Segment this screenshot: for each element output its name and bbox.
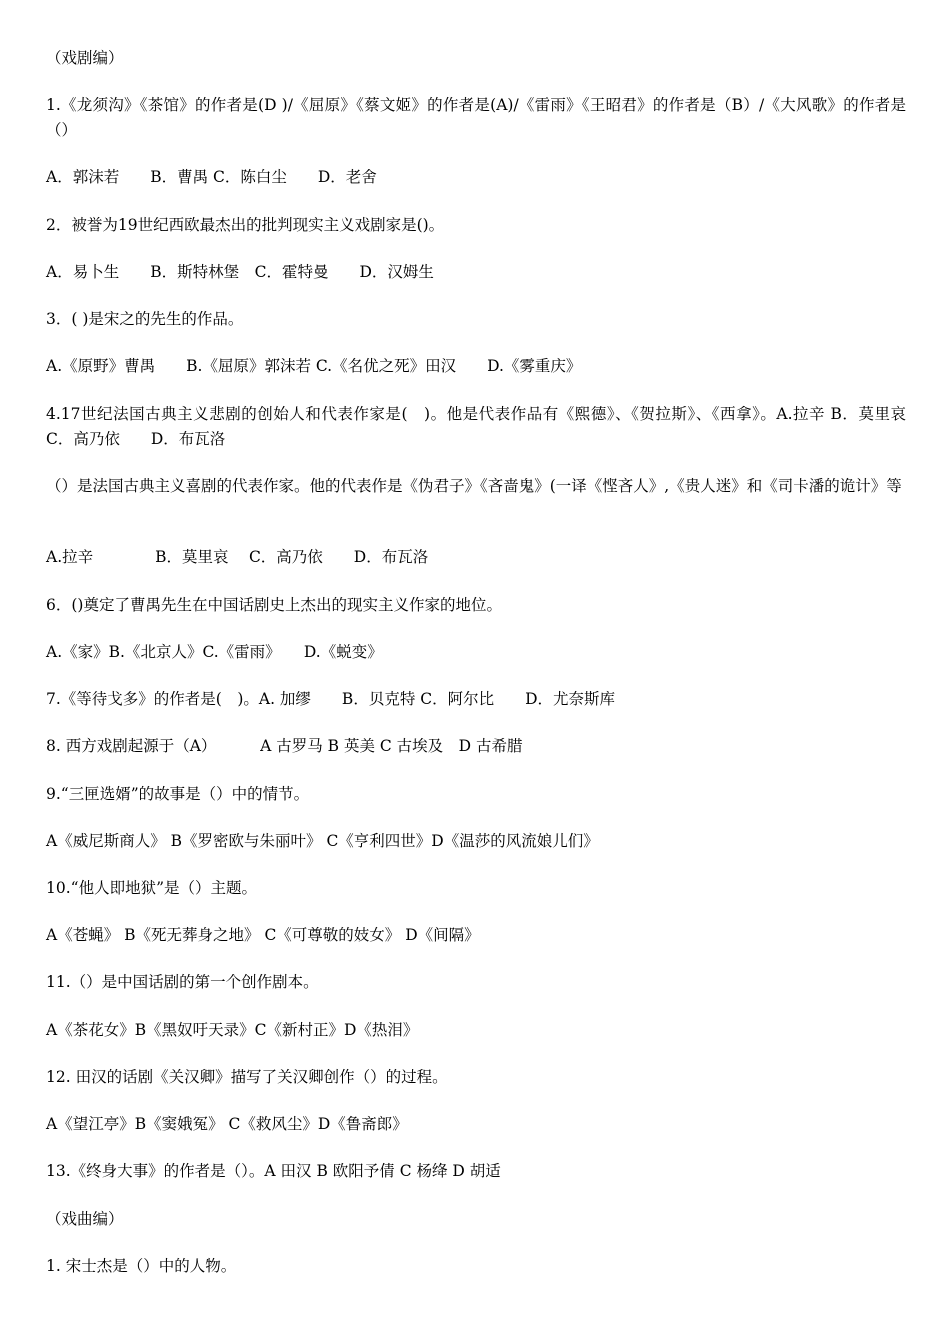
options-5: A.拉辛 B．莫里哀 C．高乃依 D．布瓦洛: [46, 548, 429, 566]
question-9: 9.“三匣选婿”的故事是（）中的情节。: [46, 785, 310, 803]
options-6: A.《家》B.《北京人》C.《雷雨》 D.《蜕变》: [46, 643, 383, 661]
question-11: 11.（）是中国话剧的第一个创作剧本。: [46, 973, 319, 991]
question-12: 12. 田汉的话剧《关汉卿》描写了关汉卿创作（）的过程。: [46, 1068, 448, 1086]
question-5: （）是法国古典主义喜剧的代表作家。他的代表作是《伪君子》《吝啬鬼》(一译《悭吝人》,《贵人迷》和《司卡潘的诡计》等: [46, 477, 902, 495]
section-heading-drama: （戏剧编）: [46, 49, 124, 67]
options-12: A《望江亭》B《窦娥冤》 C《救风尘》D《鲁斋郎》: [46, 1115, 408, 1133]
options-11: A《茶花女》B《黑奴吁天录》C《新村正》D《热泪》: [46, 1021, 419, 1039]
question-6: 6．()奠定了曹禺先生在中国话剧史上杰出的现实主义作家的地位。: [46, 596, 502, 614]
question-4: 4.17世纪法国古典主义悲剧的创始人和代表作家是( )。他是代表作品有《熙德》、《贺拉斯》、《西拿》。A.拉辛 B．莫里哀 C．高乃依 D．布瓦洛: [46, 405, 922, 448]
question-8: 8. 西方戏剧起源于（A） A 古罗马 B 英美 C 古埃及 D 古希腊: [46, 737, 523, 755]
question-13: 13.《终身大事》的作者是（）。A 田汉 B 欧阳予倩 C 杨绛 D 胡适: [46, 1162, 501, 1180]
options-9: A《威尼斯商人》 B《罗密欧与朱丽叶》 C《亨利四世》D《温莎的风流娘儿们》: [46, 832, 599, 850]
options-10: A《苍蝇》 B《死无葬身之地》 C《可尊敬的妓女》 D《间隔》: [46, 926, 480, 944]
question-10: 10.“他人即地狱”是（）主题。: [46, 879, 257, 897]
question-1: 1.《龙须沟》《茶馆》的作者是(D )/《屈原》《蔡文姬》的作者是(A)/《雷雨》《王昭君》的作者是（B）/《大风歌》的作者是（）: [46, 96, 906, 139]
question-7: 7.《等待戈多》的作者是( )。A. 加缪 B．贝克特 C．阿尔比 D．尤奈斯库: [46, 690, 616, 708]
options-2: A．易卜生 B．斯特林堡 C．霍特曼 D．汉姆生: [46, 263, 434, 281]
question-3: 3．( )是宋之的先生的作品。: [46, 310, 244, 328]
question-2: 2．被誉为19世纪西欧最杰出的批判现实主义戏剧家是()。: [46, 216, 445, 234]
options-3: A.《原野》曹禺 B.《屈原》郭沫若 C.《名优之死》田汉 D.《雾重庆》: [46, 357, 582, 375]
opera-question-1: 1. 宋士杰是（）中的人物。: [46, 1257, 237, 1275]
section-heading-opera: （戏曲编）: [46, 1210, 124, 1228]
options-1: A．郭沫若 B．曹禺 C．陈白尘 D．老舍: [46, 168, 377, 186]
